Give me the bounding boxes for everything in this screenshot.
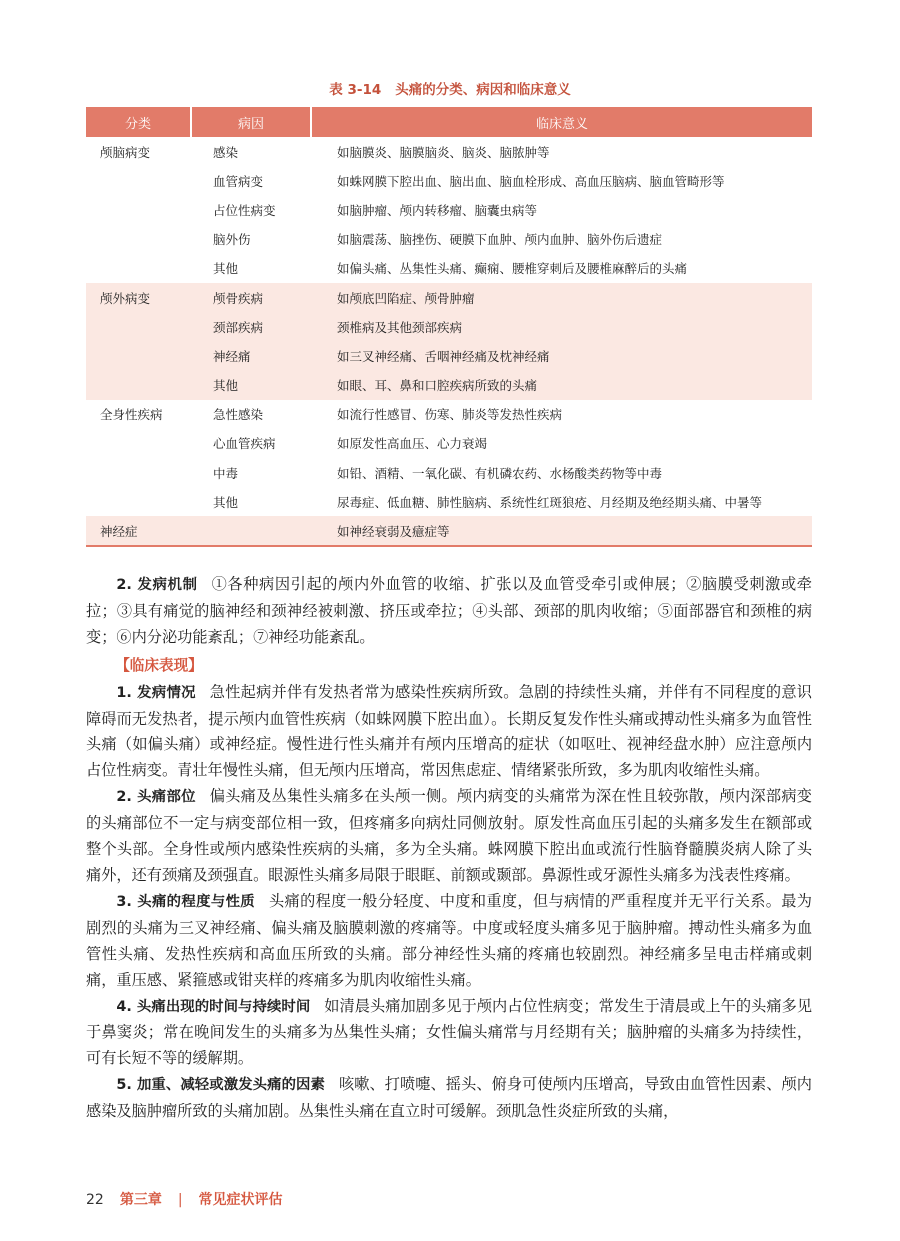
header-cause: 病因 <box>191 107 311 137</box>
paragraph-lead: 1. 发病情况 <box>116 684 196 701</box>
cell-meaning: 颈椎病及其他颈部疾病 <box>311 312 812 341</box>
cell-category <box>86 341 191 370</box>
cell-category <box>86 458 191 487</box>
paragraph-text: 咳嗽、打喷嚏、摇头、俯身可使颅内压增高，导致由血管性因素、颅内感染及脑肿瘤所致的头痛加剧。丛集性头痛在直立时可缓解。颈肌急性炎症所致的头痛， <box>86 1075 812 1121</box>
paragraph-lead: 2. 发病机制 <box>116 577 198 593</box>
cell-category <box>86 487 191 516</box>
cell-cause: 中毒 <box>213 465 239 481</box>
table-header-row <box>86 107 812 137</box>
table-row <box>86 341 812 370</box>
cell-cause: 血管病变 <box>213 173 264 189</box>
headache-table <box>86 107 812 547</box>
table-row <box>86 195 812 224</box>
table-row <box>86 225 812 254</box>
table-row <box>86 312 812 341</box>
paragraph-location <box>86 784 812 889</box>
paragraph-lead: 4. 头痛出现的时间与持续时间 <box>116 998 311 1015</box>
page-number: 22 <box>86 1192 104 1208</box>
cell-cause: 颅骨疾病 <box>191 283 311 312</box>
table-caption-title: 头痛的分类、病因和临床意义 <box>395 82 571 98</box>
table-row <box>86 166 812 195</box>
paragraph-text: 头痛的程度一般分轻度、中度和重度，但与病情的严重程度并无平行关系。最为剧烈的头痛为三叉神经痛、偏头痛及脑膜刺激的疼痛等。中度或轻度头痛多见于脑肿瘤。搏动性头痛多为血管性头痛、发热性疾病和高血压所致的头痛。部分神经性头痛的疼痛也较剧烈。神经痛多呈电击样痛或刺痛，重压感、紧箍感或钳夹样的疼痛多为肌肉收缩性头痛。 <box>86 891 812 989</box>
cell-category: 颅外病变 <box>86 283 191 312</box>
cell-cause: 神经痛 <box>191 341 311 370</box>
paragraph-severity <box>86 889 812 994</box>
table-caption-number: 表 3-14 <box>329 82 382 98</box>
paragraph-text: 急性起病并伴有发热者常为感染性疾病所致。急剧的持续性头痛，并伴有不同程度的意识障碍而无发热者，提示颅内血管性疾病（如蛛网膜下腔出血）。长期反复发作性头痛或搏动性头痛多为血管性头痛（如偏头痛）或神经症。慢性进行性头痛并有颅内压增高的症状（如呕吐、视神经盘水肿）应注意颅内占位性病变。青壮年慢性头痛，但无颅内压增高，常因焦虑症、情绪紧张所致，多为肌肉收缩性头痛。 <box>86 682 812 780</box>
cell-category <box>86 195 191 224</box>
table-row <box>86 254 812 283</box>
paragraph-timing <box>86 994 812 1073</box>
cell-cause: 急性感染 <box>213 407 264 423</box>
cell-category <box>86 166 191 195</box>
cell-meaning: 如流行性感冒、伤寒、肺炎等发热性疾病 <box>337 407 563 423</box>
cell-category <box>86 371 191 400</box>
table-row <box>86 429 812 458</box>
header-category: 分类 <box>86 107 191 137</box>
cell-meaning: 如蛛网膜下腔出血、脑出血、脑血栓形成、高血压脑病、脑血管畸形等 <box>337 173 725 189</box>
footer-separator: | <box>177 1192 183 1208</box>
cell-meaning: 如原发性高血压、心力衰竭 <box>337 436 488 452</box>
table-row <box>86 283 812 312</box>
paragraph-lead: 3. 头痛的程度与性质 <box>116 893 256 910</box>
page-footer <box>86 1189 283 1209</box>
cell-category: 颅脑病变 <box>100 144 151 160</box>
cell-meaning: 如偏头痛、丛集性头痛、癫痫、腰椎穿刺后及腰椎麻醉后的头痛 <box>337 261 688 277</box>
table-row <box>86 137 812 166</box>
cell-category <box>86 225 191 254</box>
cell-meaning: 如三叉神经痛、舌咽神经痛及枕神经痛 <box>311 341 812 370</box>
paragraph-onset <box>86 680 812 785</box>
cell-cause <box>191 516 311 545</box>
cell-category: 神经症 <box>86 516 191 545</box>
header-meaning: 临床意义 <box>311 107 812 137</box>
paragraph-pathogenesis <box>86 572 812 651</box>
cell-cause: 其他 <box>213 261 239 277</box>
cell-cause: 颈部疾病 <box>191 312 311 341</box>
table-caption <box>0 78 900 98</box>
cell-meaning: 如神经衰弱及癔症等 <box>311 516 812 545</box>
cell-cause: 占位性病变 <box>213 202 276 218</box>
cell-category: 全身性疾病 <box>100 407 163 423</box>
cell-category <box>86 254 191 283</box>
cell-cause: 其他 <box>191 371 311 400</box>
chapter-title: 常见症状评估 <box>198 1192 283 1208</box>
chapter-label: 第三章 <box>119 1192 162 1208</box>
cell-cause: 其他 <box>213 494 239 510</box>
paragraph-text: 如清晨头痛加剧多见于颅内占位性病变；常发生于清晨或上午的头痛多见于鼻窦炎；常在晚间发生的头痛多为丛集性头痛；女性偏头痛常与月经期有关；脑肿瘤的头痛多为持续性，可有长短不等的缓解期。 <box>86 996 813 1068</box>
cell-meaning: 如脑膜炎、脑膜脑炎、脑炎、脑脓肿等 <box>337 144 550 160</box>
cell-meaning: 如眼、耳、鼻和口腔疾病所致的头痛 <box>311 371 812 400</box>
table-row <box>86 458 812 487</box>
paragraph-factors <box>86 1072 812 1125</box>
section-title-clinical: 【临床表现】 <box>115 656 203 674</box>
cell-category <box>86 429 191 458</box>
cell-meaning: 如铅、酒精、一氧化碳、有机磷农药、水杨酸类药物等中毒 <box>337 465 663 481</box>
cell-category <box>86 312 191 341</box>
paragraph-lead: 5. 加重、减轻或激发头痛的因素 <box>116 1077 325 1094</box>
table-row <box>86 516 812 545</box>
cell-cause: 脑外伤 <box>213 232 251 248</box>
cell-cause: 心血管疾病 <box>213 436 276 452</box>
body-text <box>86 572 812 1125</box>
table-row <box>86 371 812 400</box>
cell-cause: 感染 <box>213 144 239 160</box>
table-row <box>86 487 812 516</box>
cell-meaning: 如脑震荡、脑挫伤、硬膜下血肿、颅内血肿、脑外伤后遗症 <box>337 232 663 248</box>
cell-meaning: 如脑肿瘤、颅内转移瘤、脑囊虫病等 <box>337 202 538 218</box>
cell-meaning: 尿毒症、低血糖、肺性脑病、系统性红斑狼疮、月经期及绝经期头痛、中暑等 <box>337 494 763 510</box>
paragraph-lead: 2. 头痛部位 <box>116 789 196 806</box>
table-row <box>86 400 812 429</box>
paragraph-text: 偏头痛及丛集性头痛多在头颅一侧。颅内病变的头痛常为深在性且较弥散，颅内深部病变的头痛部位不一定与病变部位相一致，但疼痛多向病灶同侧放射。原发性高血压引起的头痛多发生在额部或整个头部。全身性或颅内感染性疾病的头痛，多为全头痛。蛛网膜下腔出血或流行性脑脊髓膜炎病人除了头痛外，还有颈痛及颈强直。眼源性头痛多局限于眼眶、前额或颞部。鼻源性或牙源性头痛多为浅表性疼痛。 <box>86 787 812 884</box>
paragraph-text: ①各种病因引起的颅内外血管的收缩、扩张以及血管受牵引或伸展；②脑膜受刺激或牵拉；③具有痛觉的脑神经和颈神经被刺激、挤压或牵拉；④头部、颈部的肌肉收缩；⑤面部器官和颈椎的病变；⑥内分泌功能紊乱；⑦神经功能紊乱。 <box>86 575 812 646</box>
cell-meaning: 如颅底凹陷症、颅骨肿瘤 <box>311 283 812 312</box>
